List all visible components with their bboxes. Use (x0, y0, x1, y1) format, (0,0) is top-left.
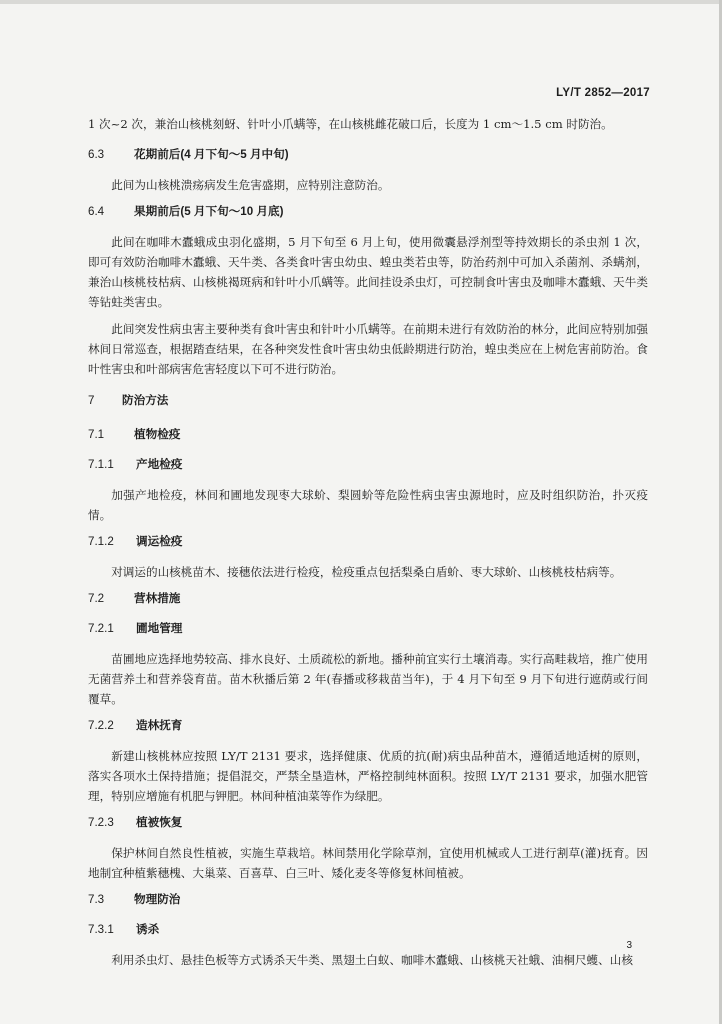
section-number: 7.3 (88, 893, 105, 906)
section-title: 诱杀 (136, 923, 160, 936)
paragraph: 此间突发性病虫害主要种类有食叶害虫和针叶小爪螨等。在前期未进行有效防治的林分，此间应特别加强林间日常巡查，根据踏查结果，在各种突发性食叶害虫幼虫低龄期进行防治，蝗虫类应在上树危害前防治。食叶性害虫和叶部病害危害轻度以下可不进行防治。 (88, 322, 648, 376)
paragraph: 加强产地检疫，林间和圃地发现枣大球蚧、梨圆蚧等危险性病虫害虫源地时，应及时组织防治，扑灭疫情。 (88, 488, 648, 522)
section-heading (88, 202, 648, 222)
section-heading (88, 589, 648, 609)
section-heading (88, 455, 648, 475)
section-title: 造林抚育 (136, 719, 183, 732)
section-title: 营林措施 (134, 592, 181, 605)
paragraph: 新建山核桃林应按照 LY/T 2131 要求，选择健康、优质的抗(耐)病虫品种苗木，遵循适地适树的原则，落实各项水土保持措施；提倡混交，严禁全垦造林，严格控制纯林面积。按照 LY/T 2131 要求，加强水肥管理，特别应增施有机肥与钾肥。林间种植油菜等作为绿肥。 (88, 749, 648, 803)
section-number: 6.4 (88, 205, 105, 218)
section-heading (88, 145, 648, 165)
section-title: 植被恢复 (136, 816, 183, 829)
paragraph: 保护林间自然良性植被，实施生草栽培。林间禁用化学除草剂，宜使用机械或人工进行割草(灌)抚育。因地制宜种植紫穗槐、大巢菜、百喜草、白三叶、矮化麦冬等修复林间植被。 (88, 846, 648, 880)
section-heading (88, 391, 648, 411)
section-title: 调运检疫 (136, 535, 183, 548)
section-title: 圃地管理 (136, 622, 183, 635)
section-number: 7.2.3 (88, 816, 114, 829)
section-title: 产地检疫 (136, 458, 183, 471)
section-number: 7.1 (88, 428, 105, 441)
paragraph: 1 次~2 次，兼治山核桃刻蚜、针叶小爪螨等，在山核桃雌花破口后，长度为 1 cm～1.5 cm 时防治。 (88, 117, 613, 131)
paragraph: 对调运的山核桃苗木、接穗依法进行检疫，检疫重点包括梨桑白盾蚧、枣大球蚧、山核桃枝枯病等。 (111, 565, 622, 579)
paragraph: 利用杀虫灯、悬挂色板等方式诱杀天牛类、黑翅土白蚁、咖啡木蠹蛾、山核桃天社蛾、油桐尺蠖、山核 (111, 953, 633, 967)
section-number: 6.3 (88, 148, 105, 161)
section-title: 防治方法 (122, 394, 169, 407)
section-heading (88, 619, 648, 639)
section-heading (88, 890, 648, 910)
section-number: 7 (88, 394, 95, 407)
section-heading (88, 716, 648, 736)
page-number: 3 (626, 940, 632, 951)
section-title: 花期前后(4 月下旬～5 月中旬) (134, 148, 289, 161)
paragraph: 此间为山核桃溃疡病发生危害盛期，应特别注意防治。 (111, 178, 390, 192)
section-title: 植物检疫 (134, 428, 181, 441)
paragraph: 苗圃地应选择地势较高、排水良好、土质疏松的新地。播种前宜实行土壤消毒。实行高畦栽培，推广使用无菌营养土和营养袋育苗。苗木秋播后第 2 年(春播或移栽苗当年)，于 4 月下旬至 9 月下旬进行遮荫或行间覆草。 (88, 652, 648, 706)
section-heading (88, 920, 648, 940)
standard-code-header: LY/T 2852—2017 (556, 87, 650, 99)
page-edge (0, 0, 722, 4)
section-number: 7.3.1 (88, 923, 114, 936)
section-heading (88, 532, 648, 552)
section-number: 7.1.1 (88, 458, 114, 471)
section-title: 果期前后(5 月下旬～10 月底) (134, 205, 284, 218)
document-body (88, 114, 648, 977)
section-number: 7.2 (88, 592, 105, 605)
section-number: 7.2.1 (88, 622, 114, 635)
paragraph: 此间在咖啡木蠹蛾成虫羽化盛期，5 月下旬至 6 月上旬，使用微囊悬浮剂型等持效期长的杀虫剂 1 次，即可有效防治咖啡木蠹蛾、天牛类、各类食叶害虫幼虫、蝗虫类若虫等，防治药剂中可加入杀菌剂、杀螨剂，兼治山核桃枝枯病、山核桃褐斑病和针叶小爪螨等。此间挂设杀虫灯，可控制食叶害虫及咖啡木蠹蛾、天牛类等钻蛀类害虫。 (88, 235, 648, 309)
section-number: 7.2.2 (88, 719, 114, 732)
section-title: 物理防治 (134, 893, 181, 906)
section-number: 7.1.2 (88, 535, 114, 548)
section-heading (88, 425, 648, 445)
section-heading (88, 813, 648, 833)
